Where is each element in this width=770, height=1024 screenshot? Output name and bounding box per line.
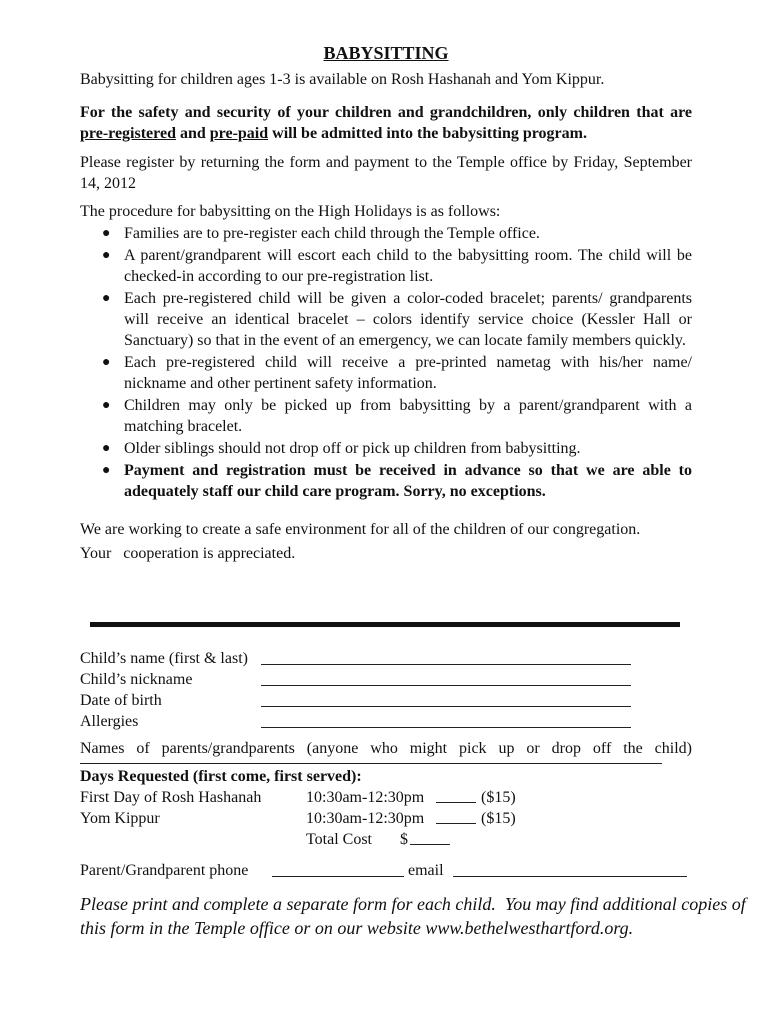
parents-names-field[interactable]	[80, 763, 662, 764]
allergies-row	[80, 711, 692, 732]
allergies-label: Allergies	[80, 713, 139, 730]
closing-text	[80, 518, 692, 566]
list-item	[102, 395, 692, 437]
phone-field[interactable]	[272, 876, 404, 877]
bullet-icon: ●	[102, 398, 111, 413]
total-cost-label: Total Cost	[306, 831, 372, 848]
parents-names-label: Names of parents/grandparents (anyone who might pick up or drop off the child)	[80, 740, 692, 757]
child-name-label: Child’s name (first & last)	[80, 650, 248, 667]
list-item-text: Each pre-registered child will receive a pre-printed nametag with his/her name/ nickname and other pertinent safety information.	[124, 354, 692, 392]
child-nickname-row	[80, 669, 692, 690]
list-item-text: Older siblings should not drop off or pick up children from babysitting.	[124, 440, 581, 457]
intro-text: Babysitting for children ages 1-3 is available on Rosh Hashanah and Yom Kippur.	[80, 71, 605, 88]
list-item-text: Families are to pre-register each child through the Temple office.	[124, 225, 540, 242]
child-name-field[interactable]	[261, 664, 631, 665]
closing-line-2: Your cooperation is appreciated.	[80, 545, 296, 562]
safety-text-2: and	[175, 125, 210, 142]
pre-paid-text: pre-paid	[209, 125, 269, 142]
bullet-icon: ●	[102, 248, 111, 263]
bullet-icon: ●	[102, 291, 111, 306]
day-time: 10:30am-12:30pm	[306, 810, 425, 827]
bullet-icon: ●	[102, 355, 111, 370]
list-item	[102, 460, 692, 502]
date-of-birth-field[interactable]	[261, 706, 631, 707]
list-item-text: Payment and registration must be received in advance so that we are able to adequately staff our child care program. Sorry, no exceptions.	[124, 462, 692, 500]
child-nickname-field[interactable]	[261, 685, 631, 686]
list-item-text: Each pre-registered child will be given a color-coded bracelet; parents/ grandparents will receive an identical bracelet – colors identify service choice (Kessler Hall or Sanctuary) so that in the event of an emergency, we can locate family members quickly.	[124, 290, 692, 349]
day-price: ($15)	[481, 810, 516, 827]
contact-row	[80, 860, 692, 881]
day-label: First Day of Rosh Hashanah	[80, 789, 262, 806]
page-title: BABYSITTING	[323, 43, 449, 63]
allergies-field[interactable]	[261, 727, 631, 728]
list-item	[102, 352, 692, 394]
closing-line-1: We are working to create a safe environment for all of the children of our congregation.	[80, 521, 641, 538]
email-label: email	[408, 862, 444, 879]
pre-registered-text: pre-registered	[80, 125, 176, 142]
bullet-icon: ●	[102, 226, 111, 241]
list-item	[102, 288, 692, 351]
days-requested-title: Days Requested (first come, first served):	[80, 768, 362, 785]
registration-form	[80, 648, 746, 940]
email-field[interactable]	[453, 876, 687, 877]
yom-kippur-blank-field[interactable]	[436, 823, 476, 824]
footer-line-1: Please print and complete a separate form for each child. You may find additional copies of	[80, 894, 746, 914]
total-cost-field[interactable]	[410, 844, 450, 845]
day-label: Yom Kippur	[80, 810, 160, 827]
footer-line-2: this form in the Temple office or on our website www.bethelwesthartford.org.	[80, 918, 634, 938]
list-item-text: A parent/grandparent will escort each child to the babysitting room. The child will be checked-in according to our pre-registration list.	[124, 247, 692, 285]
phone-label: Parent/Grandparent phone	[80, 862, 249, 879]
list-item	[102, 223, 692, 244]
child-name-row	[80, 648, 692, 669]
bullet-icon: ●	[102, 441, 111, 456]
total-cost-row	[80, 829, 692, 850]
day-row-yom-kippur	[80, 808, 692, 829]
procedure-intro: The procedure for babysitting on the High Holidays is as follows:	[80, 203, 501, 220]
day-row-rosh-hashanah	[80, 787, 692, 808]
list-item	[102, 245, 692, 287]
safety-text-1: For the safety and security of your children and grandchildren, only children that are	[80, 104, 692, 121]
day-price: ($15)	[481, 789, 516, 806]
rosh-hashanah-blank-field[interactable]	[436, 802, 476, 803]
babysitting-document	[80, 40, 692, 566]
procedure-list	[80, 223, 692, 502]
safety-text-3: will be admitted into the babysitting program.	[268, 125, 587, 142]
safety-notice	[80, 102, 692, 144]
day-time: 10:30am-12:30pm	[306, 789, 425, 806]
list-item-text: Children may only be picked up from babysitting by a parent/grandparent with a matching bracelet.	[124, 397, 692, 435]
date-of-birth-row	[80, 690, 692, 711]
list-item	[102, 438, 692, 459]
child-nickname-label: Child’s nickname	[80, 671, 193, 688]
date-of-birth-label: Date of birth	[80, 692, 162, 709]
section-divider	[90, 622, 680, 627]
footer-note	[80, 892, 746, 940]
dollar-sign: $	[400, 831, 408, 848]
bullet-icon: ●	[102, 463, 111, 478]
register-instructions: Please register by returning the form and payment to the Temple office by Friday, September 14, 2012	[80, 154, 692, 192]
